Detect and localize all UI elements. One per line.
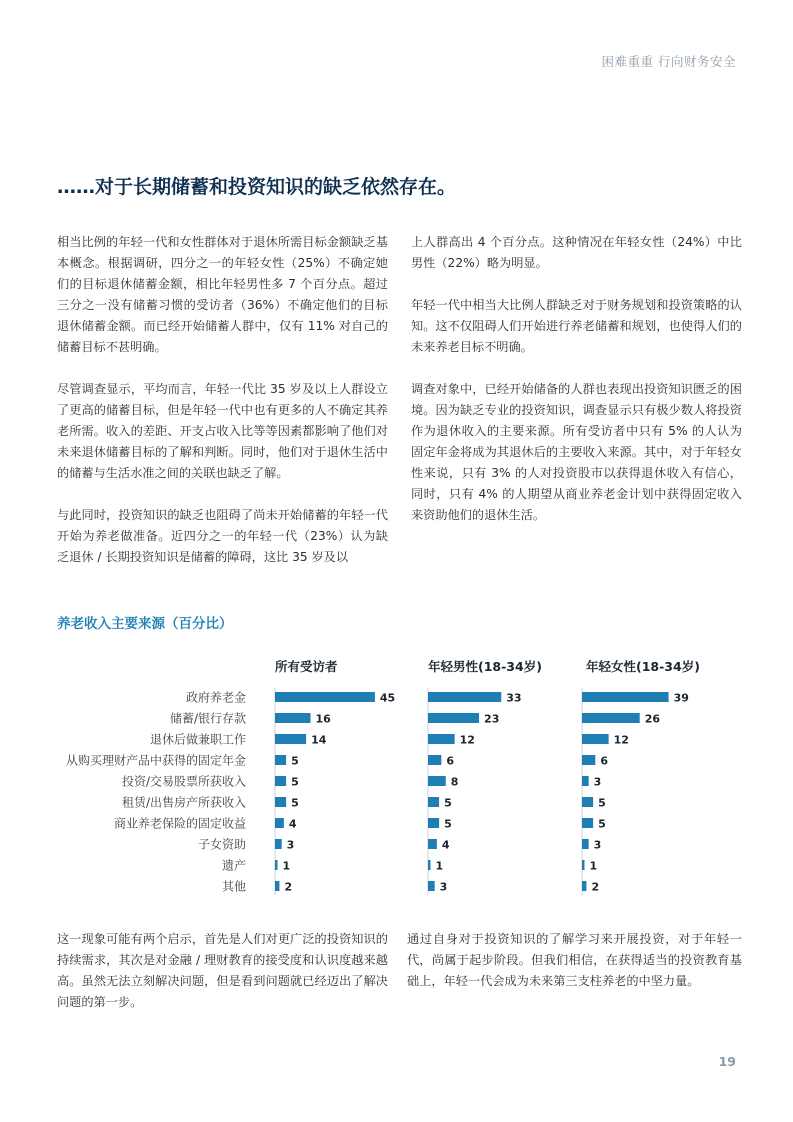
data-label: 1 [282,859,291,873]
bar [428,881,435,891]
bar [428,776,446,786]
bar [582,860,585,870]
category-label: 投资/交易股票所获收入 [121,774,246,789]
data-label: 39 [673,691,689,705]
bar [275,713,311,723]
bar [275,839,282,849]
data-label: 5 [444,817,452,831]
bar [428,713,479,723]
category-label: 从购买理财产品中获得的固定年金 [65,753,246,768]
bar [428,839,437,849]
bar [275,881,279,891]
bar [428,755,441,765]
data-label: 1 [435,859,444,873]
data-label: 45 [379,691,396,705]
paragraph: 尽管调查显示，平均而言，年轻一代比 35 岁及以上人群设立了更高的储蓄目标，但是年轻一代中也有更多的人不确定其养老所需。收入的差距、开支占收入比等等因素都影响了他们对未来退休储蓄目标的了解和判断。同时，他们对于退休生活中的储蓄与生活水准之间的关联也缺乏了解。 [57,382,388,480]
paragraph: 通过自身对于投资知识的了解学习来开展投资，对于年轻一代，尚属于起步阶段。但我们相信，在获得适当的投资教育基础上，年轻一代会成为未来第三支柱养老的中坚力量。 [407,932,742,988]
data-label: 2 [591,880,600,894]
data-label: 33 [506,691,522,705]
bar [428,818,439,828]
bar [275,755,286,765]
bar [582,776,589,786]
data-label: 5 [291,754,299,768]
category-label: 租赁/出售房产所获收入 [121,795,246,810]
bar [428,860,431,870]
data-label: 3 [439,880,448,894]
category-label: 其他 [221,879,246,894]
income-sources-chart [0,650,793,900]
left-column-top [57,232,388,589]
paragraph: 这一现象可能有两个启示，首先是人们对更广泛的投资知识的持续需求，其次是对金融 / 理财教育的接受度和认识度越来越高。虽然无法立刻解决问题，但是看到问题就已经迈出了解决问题的第一步。 [57,932,388,1009]
left-column-bottom [57,929,388,1034]
data-label: 5 [598,796,606,810]
page-number: 19 [718,1054,736,1069]
bar [275,860,278,870]
running-header: 困难重重 行向财务安全 [601,54,736,69]
data-label: 6 [446,754,454,768]
bar [582,755,595,765]
bar [275,692,375,702]
bar [275,797,286,807]
right-column-top [411,232,742,547]
category-label: 政府养老金 [185,690,246,705]
data-label: 3 [286,838,295,852]
series-header: 年轻女性(18-34岁) [586,659,700,674]
bar [275,776,286,786]
category-label: 储蓄/银行存款 [169,711,246,726]
bar [582,797,593,807]
data-label: 5 [444,796,452,810]
data-label: 12 [459,733,475,747]
bar [582,881,586,891]
data-label: 4 [441,838,450,852]
paragraph: 相当比例的年轻一代和女性群体对于退休所需目标金额缺乏基本概念。根据调研，四分之一的年轻女性（25%）不确定她们的目标退休储蓄金额，相比年轻男性多 7 个百分点。超过三分之一没有储蓄习惯的受访者（36%）不确定他们的目标退休储蓄金额。而已经开始储蓄人群中，仅有 11% 对自己的储蓄目标不甚明确。 [57,235,388,354]
data-label: 16 [315,712,331,726]
category-label: 退休后做兼职工作 [149,732,246,747]
bar [582,734,609,744]
bar [582,713,640,723]
paragraph: 与此同时，投资知识的缺乏也阻碍了尚未开始储蓄的年轻一代开始为养老做准备。近四分之一的年轻一代（23%）认为缺乏退休 / 长期投资知识是储蓄的障碍，这比 35 岁及以 [57,508,388,564]
bar [428,734,455,744]
category-label: 商业养老保险的固定收益 [113,816,246,831]
series-header: 所有受访者 [275,659,338,674]
data-label: 5 [598,817,606,831]
series-header: 年轻男性(18-34岁) [428,659,542,674]
bar [582,818,593,828]
paragraph: 年轻一代中相当大比例人群缺乏对于财务规划和投资策略的认知。这不仅阻碍人们开始进行养老储蓄和规划，也使得人们的未来养老目标不明确。 [411,298,742,354]
data-label: 26 [644,712,661,726]
bar [275,818,284,828]
data-label: 5 [291,796,299,810]
data-label: 12 [613,733,629,747]
data-label: 6 [600,754,608,768]
category-label: 遗产 [221,858,246,873]
paragraph: 调查对象中，已经开始储备的人群也表现出投资知识匮乏的困境。因为缺乏专业的投资知识，调查显示只有极少数人将投资作为退休收入的主要来源。所有受访者中只有 5% 的人认为固定年金将成为其退休后的主要收入来源。其中，对于年轻女性来说，只有 3% 的人对投资股市以获得退休收入有信心，同时，只有 4% 的人期望从商业养老金计划中获得固定收入来资助他们的退休生活。 [411,382,742,522]
bar [582,839,589,849]
data-label: 8 [450,775,459,789]
right-column-bottom [407,929,742,1013]
paragraph: 上人群高出 4 个百分点。这种情况在年轻女性（24%）中比男性（22%）略为明显。 [411,235,742,270]
bar [428,692,501,702]
category-label: 子女资助 [197,837,246,852]
bar [275,734,306,744]
data-label: 4 [288,817,297,831]
bar [582,692,669,702]
section-title: ……对于长期储蓄和投资知识的缺乏依然存在。 [57,176,457,198]
data-label: 23 [484,712,500,726]
chart-title: 养老收入主要来源（百分比） [57,616,233,632]
data-label: 3 [593,775,602,789]
data-label: 5 [291,775,299,789]
data-label: 14 [311,733,327,747]
bar [428,797,439,807]
data-label: 2 [284,880,293,894]
data-label: 1 [589,859,598,873]
data-label: 3 [593,838,602,852]
